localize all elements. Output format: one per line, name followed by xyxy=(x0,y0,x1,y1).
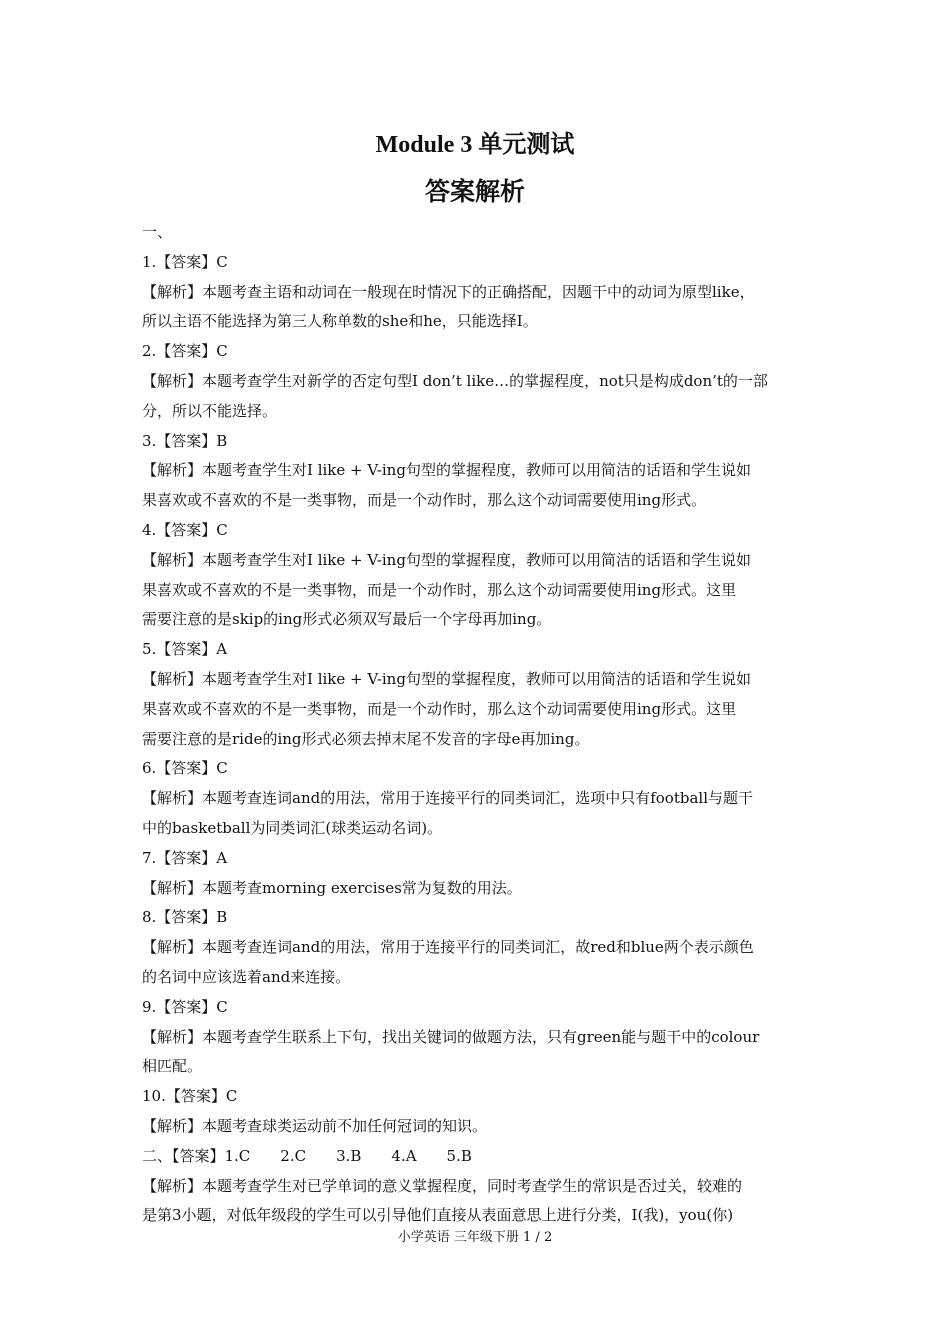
page-footer: 小学英语 三年级下册 1 / 2 xyxy=(397,1230,553,1245)
text-line: 1.【答案】C xyxy=(142,252,228,271)
text-line: 果喜欢或不喜欢的不是一类事物，而是一个动作时，那么这个动词需要使用ing形式。这里 xyxy=(142,580,737,599)
text-line: 【解析】本题考查主语和动词在一般现在时情况下的正确搭配，因题干中的动词为原型like， xyxy=(142,282,755,301)
text-line: 9.【答案】C xyxy=(142,997,228,1016)
text-line: 【解析】本题考查学生对I like + V-ing句型的掌握程度，教师可以用简洁的话语和学生说如 xyxy=(142,550,751,569)
text-line: 一、 xyxy=(142,223,173,241)
text-line: 3.【答案】B xyxy=(142,431,228,450)
text-line: 中的basketball为同类词汇(球类运动名词)。 xyxy=(142,818,443,837)
text-line: 【解析】本题考查morning exercises常为复数的用法。 xyxy=(142,878,522,897)
text-line: 【解析】本题考查学生对已学单词的意义掌握程度，同时考查学生的常识是否过关，较难的 xyxy=(142,1176,743,1195)
text-line: 【解析】本题考查学生对I like + V-ing句型的掌握程度，教师可以用简洁的话语和学生说如 xyxy=(142,461,751,480)
text-line: 相匹配。 xyxy=(142,1057,203,1076)
text-line: 7.【答案】A xyxy=(142,848,228,867)
text-line: 10.【答案】C xyxy=(142,1087,238,1106)
text-line: 【解析】本题考查球类运动前不加任何冠词的知识。 xyxy=(142,1116,488,1135)
text-line: 分，所以不能选择。 xyxy=(142,401,278,420)
text-line: 6.【答案】C xyxy=(142,759,228,778)
document-title: Module 3 单元测试 xyxy=(375,132,575,158)
text-line: 需要注意的是ride的ing形式必须去掉末尾不发音的字母e再加ing。 xyxy=(142,729,590,748)
text-line: 二、【答案】1.C 2.C 3.B 4.A 5.B xyxy=(142,1146,472,1165)
text-line: 【解析】本题考查连词and的用法，常用于连接平行的同类词汇，故red和blue两个表示颜色 xyxy=(142,938,754,957)
text-line: 【解析】本题考查学生对新学的否定句型I don’t like…的掌握程度，not只是构成don’t的一部 xyxy=(142,371,768,390)
text-line: 果喜欢或不喜欢的不是一类事物，而是一个动作时，那么这个动词需要使用ing形式。这里 xyxy=(142,699,737,718)
text-line: 5.【答案】A xyxy=(142,640,228,659)
text-line: 果喜欢或不喜欢的不是一类事物，而是一个动作时，那么这个动词需要使用ing形式。 xyxy=(142,491,707,510)
answer-body xyxy=(142,218,812,1231)
text-line: 所以主语不能选择为第三人称单数的she和he，只能选择I。 xyxy=(142,312,538,331)
text-line: 是第3小题，对低年级段的学生可以引导他们直接从表面意思上进行分类，I(我)，you(你) xyxy=(142,1206,734,1225)
text-line: 2.【答案】C xyxy=(142,342,228,361)
text-line: 的名词中应该选着and来连接。 xyxy=(142,967,351,986)
text-line: 需要注意的是skip的ing形式必须双写最后一个字母再加ing。 xyxy=(142,610,552,629)
text-line: 4.【答案】C xyxy=(142,520,228,539)
text-line: 【解析】本题考查连词and的用法，常用于连接平行的同类词汇，选项中只有football与题干 xyxy=(142,789,753,808)
text-line: 【解析】本题考查学生对I like + V-ing句型的掌握程度，教师可以用简洁的话语和学生说如 xyxy=(142,669,751,688)
text-line: 8.【答案】B xyxy=(142,908,228,927)
text-line: 【解析】本题考查学生联系上下句，找出关键词的做题方法，只有green能与题干中的colour xyxy=(142,1027,760,1046)
document-subtitle: 答案解析 xyxy=(424,179,525,206)
